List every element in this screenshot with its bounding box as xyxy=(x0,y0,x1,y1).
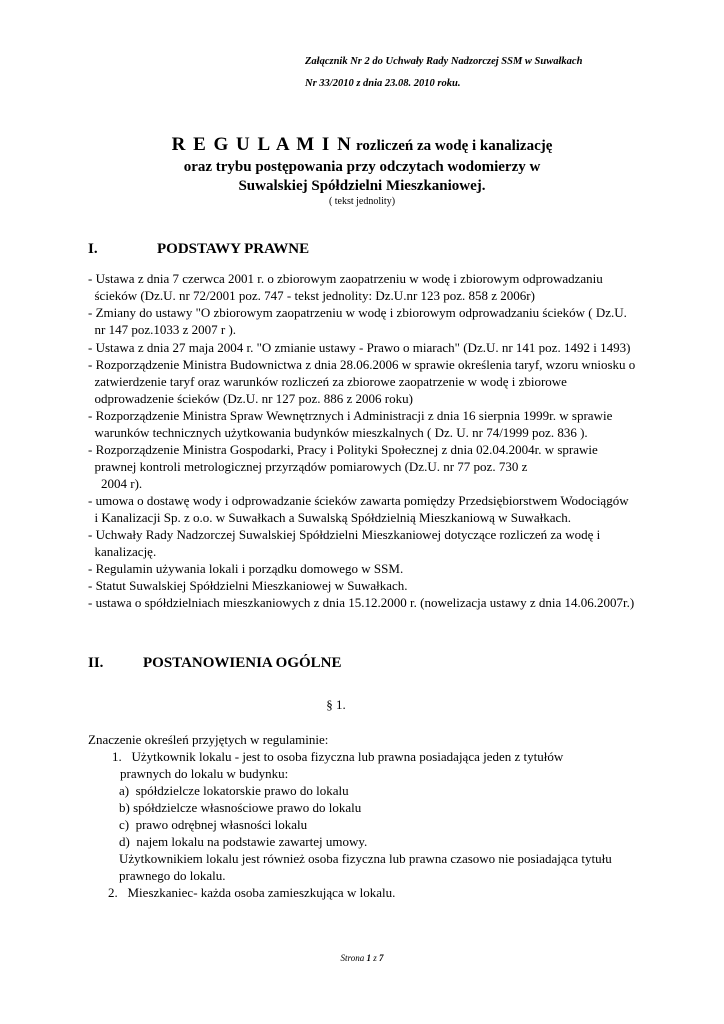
section-1-line: - umowa o dostawę wody i odprowadzanie ścieków zawarta pomiędzy Przedsiębiorstwem Wodociągów xyxy=(88,493,629,508)
section-1-title: PODSTAWY PRAWNE xyxy=(157,241,310,257)
section-1-line: ścieków (Dz.U. nr 72/2001 poz. 747 - tekst jednolity: Dz.U.nr 123 poz. 858 z 2006r) xyxy=(88,288,535,303)
title-line-2: oraz trybu postępowania przy odczytach wodomierzy w xyxy=(183,159,541,175)
footer-page-number: 1 xyxy=(366,953,371,963)
section-1-line: - Uchwały Rady Nadzorczej Suwalskiej Spółdzielni Mieszkaniowej dotyczące rozliczeń za wodę i xyxy=(88,527,601,542)
definition-line: prawnego do lokalu. xyxy=(119,868,226,883)
section-1-line: 2004 r). xyxy=(88,476,143,491)
annex-line-1: Załącznik Nr 2 do Uchwały Rady Nadzorczej SSM w Suwałkach xyxy=(305,56,583,67)
definition-line: c) prawo odrębnej własności lokalu xyxy=(119,817,308,832)
section-1-line: warunków technicznych użytkowania budynków mieszkalnych ( Dz. U. nr 74/1999 poz. 836 ). xyxy=(88,425,588,440)
annex-line-2: Nr 33/2010 z dnia 23.08. 2010 roku. xyxy=(305,78,461,89)
section-1-line: - Regulamin używania lokali i porządku domowego w SSM. xyxy=(88,561,404,576)
section-1-line: zatwierdzenie taryf oraz warunków rozliczeń za zbiorowe zaopatrzenie w wodę i zbiorowe xyxy=(88,374,567,389)
definition-line: prawnych do lokalu w budynku: xyxy=(120,766,289,781)
title-line-3: Suwalskiej Spółdzielni Mieszkaniowej. xyxy=(238,178,486,194)
section-1-line: - Statut Suwalskiej Spółdzielni Mieszkaniowej w Suwałkach. xyxy=(88,578,408,593)
section-2-number: II. xyxy=(88,655,104,671)
section-1-line: - ustawa o spółdzielniach mieszkaniowych z dnia 15.12.2000 r. (nowelizacja ustawy z dnia 14.06.2007r.) xyxy=(88,595,635,610)
section-1-number: I. xyxy=(88,241,98,257)
section-1-line: - Rozporządzenie Ministra Budownictwa z dnia 28.06.2006 w sprawie określenia taryf, wzoru wniosku o xyxy=(88,357,636,372)
title-spaced-word: R E G U L A M I N xyxy=(171,134,353,155)
title-note: ( tekst jednolity) xyxy=(328,196,396,207)
definition-line: 2. Mieszkaniec- każda osoba zamieszkująca w lokalu. xyxy=(108,885,396,900)
section-1-line: prawnej kontroli metrologicznej przyrządów pomiarowych (Dz.U. nr 77 poz. 730 z xyxy=(88,459,528,474)
section-1-line: - Rozporządzenie Ministra Gospodarki, Pracy i Polityki Społecznej z dnia 02.04.2004r. w sprawie xyxy=(88,442,598,457)
definition-line: a) spółdzielcze lokatorskie prawo do lokalu xyxy=(119,783,349,798)
definition-line: d) najem lokalu na podstawie zawartej umowy. xyxy=(119,834,368,849)
section-1-line: nr 147 poz.1033 z 2007 r ). xyxy=(88,322,237,337)
section-1-line: kanalizację. xyxy=(88,544,157,559)
definition-line: Użytkownikiem lokalu jest również osoba fizyczna lub prawna czasowo nie posiadająca tytułu xyxy=(119,851,612,866)
title-line-1-rest: rozliczeń za wodę i kanalizację xyxy=(352,138,553,154)
definition-line: b) spółdzielcze własnościowe prawo do lokalu xyxy=(119,800,362,815)
definitions-intro: Znaczenie określeń przyjętych w regulaminie: xyxy=(88,732,329,747)
paragraph-sign: § 1. xyxy=(326,697,346,712)
section-1-line: - Zmiany do ustawy "O zbiorowym zaopatrzeniu w wodę i zbiorowym odprowadzaniu ścieków ( Dz.U. xyxy=(88,305,627,320)
document-title xyxy=(0,134,724,156)
section-1-line: - Ustawa z dnia 7 czerwca 2001 r. o zbiorowym zaopatrzeniu w wodę i zbiorowym odprowadzaniu xyxy=(88,271,603,286)
footer-separator: z xyxy=(370,953,379,963)
section-1-line: odprowadzenie ścieków (Dz.U. nr 127 poz. 886 z 2006 roku) xyxy=(88,391,413,406)
page-footer xyxy=(0,953,724,963)
section-2-title: POSTANOWIENIA OGÓLNE xyxy=(143,655,342,671)
footer-prefix: Strona xyxy=(340,953,367,963)
section-1-line: i Kanalizacji Sp. z o.o. w Suwałkach a Suwalską Spółdzielnią Mieszkaniową w Suwałkach. xyxy=(88,510,572,525)
definition-line: 1. Użytkownik lokalu - jest to osoba fizyczna lub prawna posiadająca jeden z tytułów xyxy=(112,749,564,764)
section-1-line: - Ustawa z dnia 27 maja 2004 r. "O zmianie ustawy - Prawo o miarach" (Dz.U. nr 141 poz. 1492 i 1493) xyxy=(88,340,631,355)
section-1-line: - Rozporządzenie Ministra Spraw Wewnętrznych i Administracji z dnia 16 sierpnia 1999r. w sprawie xyxy=(88,408,613,423)
footer-page-total: 7 xyxy=(378,953,384,963)
